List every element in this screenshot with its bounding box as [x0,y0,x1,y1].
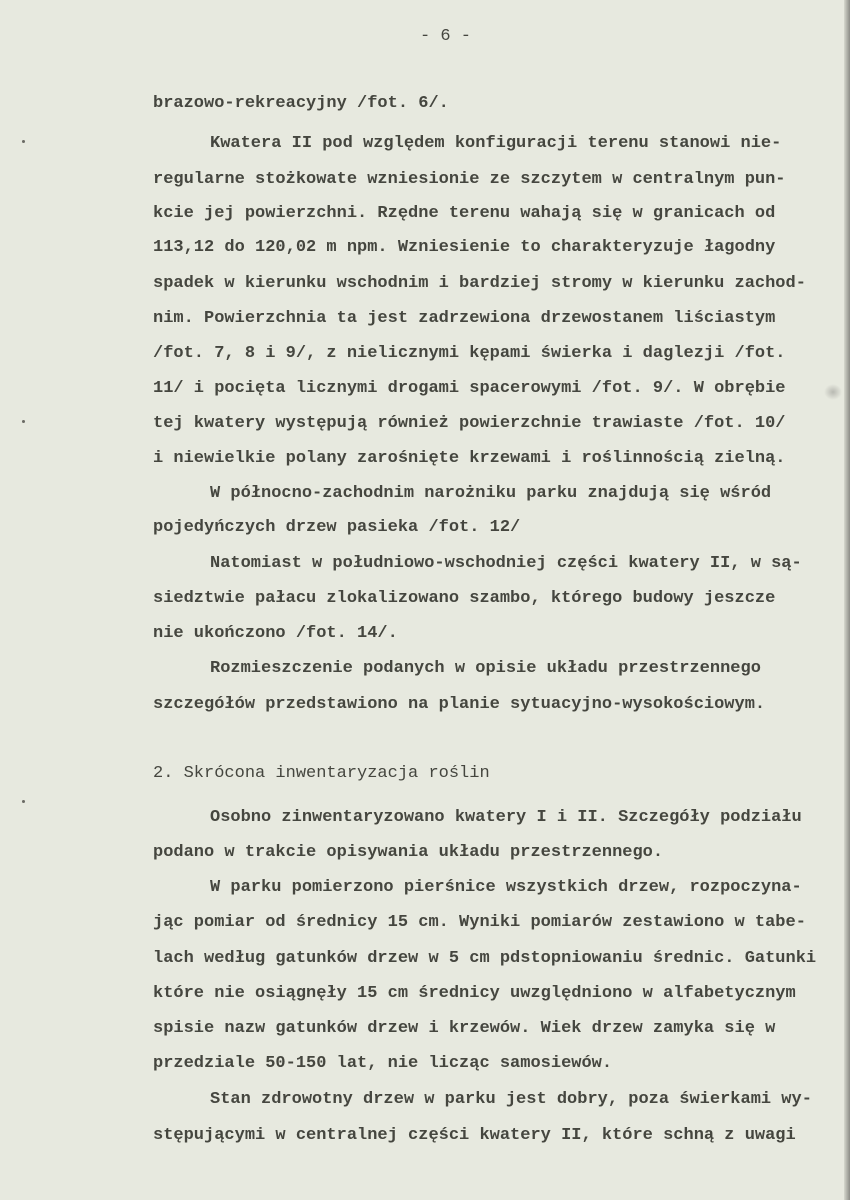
text-line: i niewielkie polany zarośnięte krzewami i roślinnością zielną. [153,449,786,468]
text-line: siedztwie pałacu zlokalizowano szambo, którego budowy jeszcze [153,589,776,608]
text-line: W parku pomierzono pierśnice wszystkich drzew, rozpoczyna- [210,878,802,897]
text-line: /fot. 7, 8 i 9/, z nielicznymi kępami świerka i daglezji /fot. [153,344,786,363]
text-line: lach według gatunków drzew w 5 cm pdstopniowaniu średnic. Gatunki [153,949,817,968]
section-heading: 2. Skrócona inwentaryzacja roślin [153,764,490,783]
text-line: brazowo-rekreacyjny /fot. 6/. [153,94,449,113]
text-line: Rozmieszczenie podanych w opisie układu przestrzennego [210,659,761,678]
text-line: 11/ i pocięta licznymi drogami spacerowymi /fot. 9/. W obrębie [153,379,786,398]
text-line: Natomiast w południowo-wschodniej części kwatery II, w są- [210,554,802,573]
text-line: regularne stożkowate wzniesionie ze szczytem w centralnym pun- [153,170,786,189]
text-line: stępującymi w centralnej części kwatery II, które schną z uwagi [153,1126,796,1145]
text-line: nie ukończono /fot. 14/. [153,624,398,643]
ink-smudge [824,384,842,400]
text-line: jąc pomiar od średnicy 15 cm. Wyniki pomiarów zestawiono w tabe- [153,913,806,932]
text-line: nim. Powierzchnia ta jest zadrzewiona drzewostanem liściastym [153,309,776,328]
text-line: które nie osiągnęły 15 cm średnicy uwzględniono w alfabetycznym [153,984,796,1003]
text-line: tej kwatery występują również powierzchnie trawiaste /fot. 10/ [153,414,786,433]
text-line: pojedyńczych drzew pasieka /fot. 12/ [153,518,521,537]
scan-edge [844,0,850,1200]
margin-dot [22,420,25,423]
text-line: Osobno zinwentaryzowano kwatery I i II. Szczegóły podziału [210,808,802,827]
text-line: podano w trakcie opisywania układu przestrzennego. [153,843,664,862]
text-line: 113,12 do 120,02 m npm. Wzniesienie to charakteryzuje łagodny [153,238,776,257]
text-line: spadek w kierunku wschodnim i bardziej stromy w kierunku zachod- [153,274,806,293]
page-number: - 6 - [420,27,472,46]
text-line: szczegółów przedstawiono na planie sytuacyjno-wysokościowym. [153,695,766,714]
text-line: Stan zdrowotny drzew w parku jest dobry, poza świerkami wy- [210,1090,812,1109]
text-line: W północno-zachodnim narożniku parku znajdują się wśród [210,484,772,503]
text-line: przedziale 50-150 lat, nie licząc samosiewów. [153,1054,613,1073]
margin-dot [22,800,25,803]
text-line: kcie jej powierzchni. Rzędne terenu wahają się w granicach od [153,204,776,223]
text-line: Kwatera II pod względem konfiguracji terenu stanowi nie- [210,134,782,153]
margin-dot [22,140,25,143]
text-line: spisie nazw gatunków drzew i krzewów. Wiek drzew zamyka się w [153,1019,776,1038]
